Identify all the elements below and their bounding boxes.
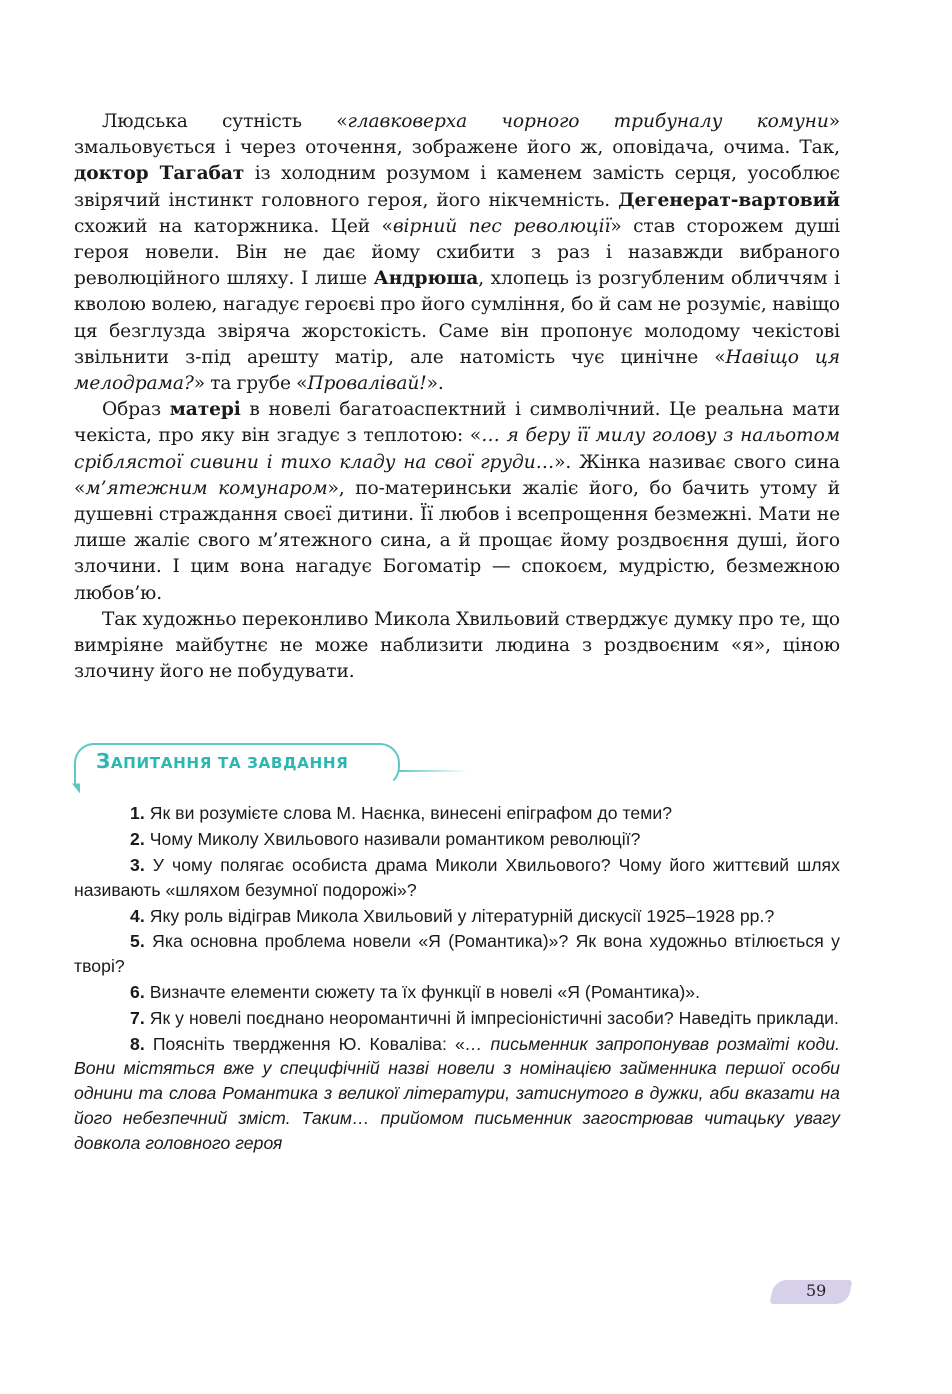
text-run: Образ xyxy=(102,399,170,421)
italic-text: … письменник запропонував розмаїті коди. Вони містяться вже у специфічній назві новели з номінацією займенника першої особи однини та слова Романтика з великої літератури, затиснутого в дужки, аби вказати на його небезпечний зміст. Таким… прийомом письменник загострював читацьку увагу довкола головного героя xyxy=(74,1033,840,1153)
text-run: схожий на каторжника. Цей « xyxy=(74,215,393,237)
text-run: Так художньо переконливо Микола Хвильовий стверджує думку про те, що вимріяне майбутнє не може наблизити людина з роздвоєним «я», ціною злочину його не побудувати. xyxy=(74,608,840,683)
section-title xyxy=(96,749,348,773)
question-item xyxy=(74,1006,840,1031)
page-number: 59 xyxy=(806,1281,827,1300)
question-number: 3. xyxy=(130,855,145,876)
question-item xyxy=(74,853,840,903)
italic-text: главковерха чорного трибуналу комуни xyxy=(347,111,829,132)
questions-section-header xyxy=(74,743,840,789)
bold-text: Андрюша xyxy=(373,268,479,290)
text-run: , хлопець із розгубленим обличчям і кволою волею, нагадує героєві про його сумління, бо й сам не розуміє, навіщо ця безглузда звіряча жорстокість. Саме він пропонує молодому чекістові звільнити з-під арешту матір, але натомість чує цинічне « xyxy=(74,268,840,368)
text-run: » став сторожем душі героя новели. Він не дає йому схибити з раз і назавжди вибраного революційного шляху. І лише xyxy=(74,215,840,290)
text-run: Чому Миколу Хвильового називали романтиком революції? xyxy=(149,829,641,850)
question-number: 8. xyxy=(130,1033,145,1054)
text-run: в новелі багатоаспектний і символічний. Це реальна мати чекіста, про яку він згадує з теплотою: « xyxy=(74,399,840,447)
section-header-rule xyxy=(398,770,468,772)
page-number-badge xyxy=(772,1276,852,1308)
page-content xyxy=(74,109,840,1157)
text-run: ». xyxy=(426,373,444,395)
text-run: » та грубе « xyxy=(193,373,308,395)
text-run: », по-материнськи жаліє його, бо бачить утому й душевні страждання своєї дитини. Її любов і всепрощення безмежні. Мати не лише жаліє свого м’ятежного сина, а й прощає йому роздвоєння душі, його злочини. І цим вона нагадує Богоматір — спокоєм, мудрістю, безмежною любов’ю. xyxy=(74,477,840,604)
question-number: 7. xyxy=(130,1007,145,1028)
text-run: Як ви розумієте слова М. Наєнка, винесені епіграфом до теми? xyxy=(149,803,673,824)
text-run: із холодним розумом і каменем замість серця, уособлює звірячий інстинкт головного героя, його нікчемність. xyxy=(74,163,840,211)
italic-text: … я беру її милу голову з нальотом сріблястої сивини і тихо кладу на свої груди… xyxy=(74,425,840,473)
text-run: Яка основна проблема новели «Я (Романтика)»? Як вона художньо втілюється у творі? xyxy=(74,931,840,977)
bold-text: матері xyxy=(169,399,241,421)
bold-text: доктор Тагабат xyxy=(74,163,245,185)
question-number: 4. xyxy=(130,905,145,926)
bold-text: Дегенерат-вартовий xyxy=(618,189,840,211)
text-run: Поясніть твердження Ю. Коваліва: « xyxy=(152,1033,465,1054)
paragraph xyxy=(74,109,840,397)
italic-text: Провалівай! xyxy=(307,373,427,395)
section-title-initial: З xyxy=(96,749,111,774)
text-run: ». Жінка називає свого сина « xyxy=(74,451,840,499)
text-run: Як у новелі поєднано неоромантичні й імпресіоністичні засоби? Наведіть приклади. xyxy=(149,1007,839,1028)
question-item xyxy=(74,980,840,1005)
questions-list xyxy=(74,801,840,1155)
text-run: У чому полягає особиста драма Миколи Хвильового? Чому його життєвий шлях називають «шляхом безумної подорожі»? xyxy=(74,855,840,900)
text-run: » змальовується і через оточення, зображене його ж, оповідача, очима. Так, xyxy=(74,111,840,159)
text-run: Людська сутність « xyxy=(102,111,348,132)
text-run: Яку роль відіграв Микола Хвильовий у літературній дискусії 1925–1928 рр.? xyxy=(149,905,775,926)
question-item xyxy=(74,827,840,852)
question-item xyxy=(74,904,840,929)
question-number: 6. xyxy=(130,982,145,1003)
question-number: 1. xyxy=(130,803,145,824)
section-title-rest: АПИТАННЯ ТА ЗАВДАННЯ xyxy=(110,754,349,773)
question-number: 5. xyxy=(130,931,145,952)
text-run: Визначте елементи сюжету та їх функції в новелі «Я (Романтика)». xyxy=(149,982,701,1003)
question-item xyxy=(74,1032,840,1156)
question-number: 2. xyxy=(130,829,145,850)
body-text xyxy=(74,109,840,685)
italic-text: Навіщо ця мелодрама? xyxy=(74,346,840,395)
italic-text: м’ятежним комунаром xyxy=(85,477,328,499)
paragraph xyxy=(74,607,840,686)
question-item xyxy=(74,929,840,979)
paragraph xyxy=(74,397,840,607)
question-item xyxy=(74,801,840,826)
italic-text: вірний пес революції xyxy=(392,215,611,237)
